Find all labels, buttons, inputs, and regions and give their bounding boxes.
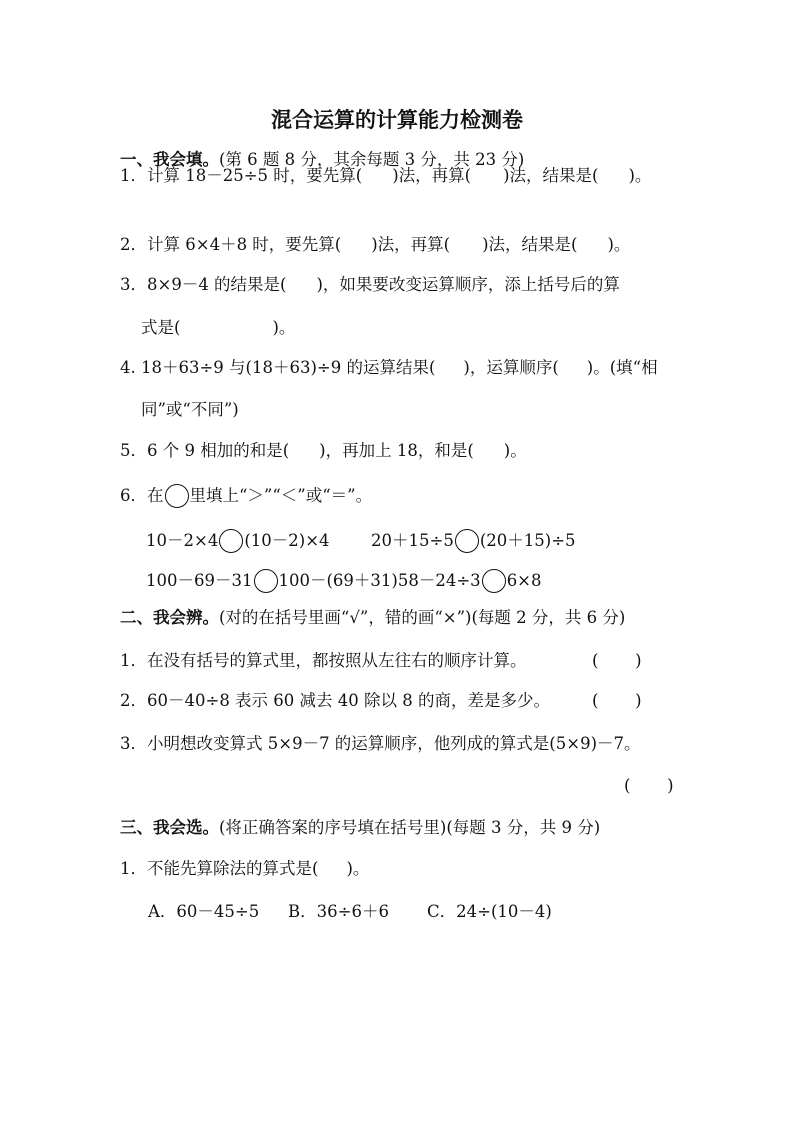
section-3-header (120, 817, 600, 839)
q1-1-text-b: )法，再算( (392, 166, 472, 185)
question-1-4-cont (141, 399, 239, 421)
q1-6-text-a: 6．在 (120, 486, 164, 505)
q1-1-text-c: )法，结果是( (503, 166, 599, 185)
q2-2-answer: ( ) (592, 691, 642, 710)
q1-3-text-b: )，如果要改变运算顺序，添上括号后的算 (316, 275, 620, 294)
q1-4-text-a: 4. 18＋63÷9 与(18＋63)÷9 的运算结果( (120, 358, 436, 377)
q1-6-text-b: 里填上“＞”“＜”或“＝”。 (189, 486, 373, 505)
circle-blank-icon (165, 484, 189, 508)
q2-1-answer: ( ) (592, 651, 642, 670)
compare-2-right: (20＋15)÷5 (479, 531, 576, 550)
q1-2-text-b: )法，再算( (371, 235, 451, 254)
q2-1-text: 1．在没有括号的算式里，都按照从左往右的顺序计算。 (120, 651, 527, 670)
q2-2-answer-box[interactable] (592, 690, 642, 712)
q1-5-text-c: )。 (503, 441, 527, 460)
compare-4-right: 6×8 (506, 571, 542, 590)
compare-2-left: 20＋15÷5 (371, 531, 454, 550)
option-a[interactable] (148, 901, 259, 923)
q1-4-text-c: )。(填“相 (586, 358, 658, 377)
section-3-title: 三、我会选。 (120, 818, 219, 837)
q1-3-text-a: 3．8×9－4 的结果是( (120, 275, 287, 294)
compare-1-right: (10－2)×4 (244, 531, 330, 550)
compare-3-right: 100－(69＋31) (278, 571, 398, 590)
section-2-title: 二、我会辨。 (120, 608, 219, 627)
q1-4-text-d: 同”或“不同”) (141, 400, 239, 419)
section-2-note: (对的在括号里画“√”，错的画“×”)(每题 2 分，共 6 分) (219, 608, 626, 627)
section-1-note: (第 6 题 8 分，其余每题 3 分，共 23 分) (219, 150, 525, 169)
compare-3-circle[interactable] (254, 569, 278, 593)
question-1-1 (120, 165, 651, 187)
q1-1-text-d: )。 (628, 166, 652, 185)
compare-1-left: 10－2×4 (146, 531, 219, 550)
question-1-5 (120, 440, 527, 462)
option-b[interactable] (288, 901, 389, 923)
option-c[interactable] (427, 901, 552, 923)
option-c-text: C．24÷(10－4) (427, 902, 552, 921)
q1-2-text-c: )法，结果是( (482, 235, 578, 254)
question-1-3-cont (141, 317, 295, 339)
q1-3-text-d: )。 (272, 318, 296, 337)
question-1-4 (120, 357, 658, 379)
question-2-3 (120, 733, 641, 755)
question-2-1 (120, 650, 527, 672)
q1-2-text-a: 2．计算 6×4＋8 时，要先算( (120, 235, 342, 254)
compare-2-circle[interactable] (455, 529, 479, 553)
question-1-3 (120, 274, 620, 296)
q2-3-text: 3．小明想改变算式 5×9－7 的运算顺序，他列成的算式是(5×9)－7。 (120, 734, 641, 753)
q2-2-text: 2．60－40÷8 表示 60 减去 40 除以 8 的商，差是多少。 (120, 691, 551, 710)
q3-1-text-a: 1．不能先算除法的算式是( (120, 859, 319, 878)
question-1-6 (120, 484, 372, 508)
q1-2-text-d: )。 (607, 235, 631, 254)
q1-5-text-a: 5．6 个 9 相加的和是( (120, 441, 290, 460)
compare-row-1 (146, 529, 330, 553)
section-3-note: (将正确答案的序号填在括号里)(每题 3 分，共 9 分) (219, 818, 601, 837)
compare-1-circle[interactable] (219, 529, 243, 553)
compare-4-circle[interactable] (482, 569, 506, 593)
section-1-title: 一、我会填。 (120, 150, 219, 169)
q1-4-text-b: )，运算顺序( (463, 358, 559, 377)
q2-1-answer-box[interactable] (592, 650, 642, 672)
page-title: 混合运算的计算能力检测卷 (271, 108, 523, 132)
q2-3-answer-box[interactable] (624, 775, 674, 797)
compare-row-1b (371, 529, 576, 553)
q1-5-text-b: )，再加上 18，和是( (319, 441, 474, 460)
option-a-text: A．60－45÷5 (148, 902, 260, 921)
question-2-2 (120, 690, 550, 712)
compare-3-left: 100－69－31 (146, 571, 253, 590)
question-1-2 (120, 234, 630, 256)
section-2-header (120, 607, 625, 629)
q1-3-text-c: 式是( (141, 318, 181, 337)
compare-4-left: 58－24÷3 (397, 571, 481, 590)
compare-row-2 (146, 569, 542, 593)
q2-3-answer: ( ) (624, 776, 674, 795)
q1-1-text-a: 1．计算 18－25÷5 时，要先算( (120, 166, 363, 185)
option-b-text: B．36÷6＋6 (288, 902, 389, 921)
question-3-1 (120, 858, 369, 880)
q3-1-text-b: )。 (346, 859, 370, 878)
